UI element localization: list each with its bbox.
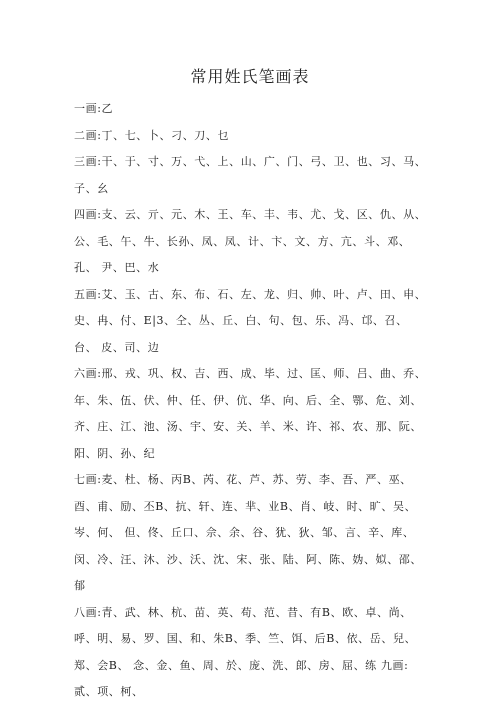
list-item: 八画:青、武、林、杭、苗、英、苟、范、昔、有B、欧、卓、尚、呼、明、易、罗、国、和、朱B、季、竺、饵、后B、依、岳、兒、郑、会B、 念、金、鱼、周、於、庞、洗、郎、房、屈、练 九画:贰、项、柯、 — [74, 605, 417, 698]
stroke-count-list — [74, 96, 430, 706]
list-item: 四画:支、云、亓、元、木、王、车、丰、韦、尤、戈、区、仇、从、 公、毛、午、牛、长孙、凤、凤、计、卞、文、方、亢、斗、邓、孔、 尹、巴、水 — [74, 208, 427, 274]
list-item: 五画:艾、玉、古、东、布、石、左、龙、归、帅、叶、卢、田、申、 史、冉、付、E|3、仝、丛、丘、白、句、包、乐、冯、邙、召、台、 皮、司、边 — [74, 287, 427, 354]
list-item: 六画:邢、戎、巩、权、吉、西、成、毕、过、匡、师、吕、曲、乔、 年、朱、伍、伏、仲、任、伊、伉、华、向、后、全、鄂、危、刘、 齐、庄、江、池、汤、宇、安、关、羊、米、许、祁、农、那、阮、 阳、阴、孙、纪 — [74, 367, 427, 460]
list-item: 一画:乙 — [74, 102, 114, 115]
list-item: 三画:干、于、寸、万、弋、上、山、广、门、弓、卫、也、习、马、 子、幺 — [74, 155, 427, 195]
list-item: 七画:麦、杜、杨、丙B、芮、花、芦、苏、劳、李、吾、严、巫、酉、甫、励、丕B、抗、轩、连、芈、业B、肖、岐、时、旷、吴、岑、何、 但、佟、丘口、佘、余、谷、犹、狄、邹、言、辛、库、闵、冷、汪、沐、沙、沃、沈、宋、张、陆、阿、陈、妫、姒、邵、郁 — [74, 473, 422, 592]
list-item: 二画:丁、七、卜、刁、刀、乜 — [74, 128, 230, 142]
page-title: 常用姓氏笔画表 — [190, 67, 310, 86]
